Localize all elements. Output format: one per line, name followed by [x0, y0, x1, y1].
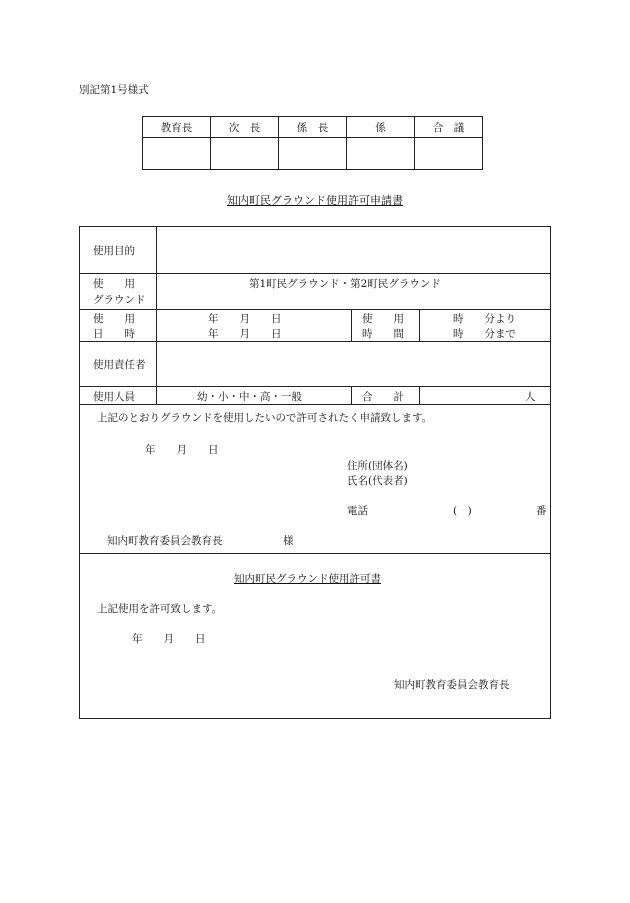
- ground-label-line1: 使 用: [93, 278, 135, 290]
- approval-header-section-chief: 係 長: [279, 117, 347, 138]
- honorific: 様: [283, 535, 294, 547]
- time-from-field[interactable]: 時 分より: [453, 313, 516, 325]
- address-label: 住所(団体名): [347, 460, 408, 472]
- approval-header-consultation: 合 議: [415, 117, 483, 138]
- time-label-line2: 時 間: [362, 328, 404, 340]
- approval-stamp-cell[interactable]: [143, 138, 211, 170]
- permit-statement: 上記使用を許可致します。: [97, 603, 223, 615]
- ground-options[interactable]: 第1町民グラウンド・第2町民グラウンド: [249, 278, 441, 290]
- date-label-line1: 使 用: [93, 313, 135, 325]
- ground-label-line2: グラウンド: [93, 294, 146, 306]
- column-divider: [351, 386, 352, 404]
- date-label-line2: 日 時: [93, 328, 135, 340]
- application-date[interactable]: 年 月 日: [145, 444, 219, 456]
- approval-stamp-cell[interactable]: [415, 138, 483, 170]
- purpose-label: 使用目的: [93, 245, 135, 257]
- approval-header-superintendent: 教育長: [143, 117, 211, 138]
- date-field-1[interactable]: 年 月 日: [208, 313, 282, 325]
- approval-header-staff: 係: [347, 117, 415, 138]
- people-label: 使用人員: [93, 391, 135, 403]
- permit-title: 知内町民グラウンド使用許可書: [234, 573, 381, 585]
- column-divider: [351, 309, 352, 341]
- row-divider: [80, 404, 550, 405]
- total-label: 合 計: [362, 391, 404, 403]
- approval-header-deputy: 次 長: [211, 117, 279, 138]
- responsible-label: 使用責任者: [93, 359, 146, 371]
- permit-date[interactable]: 年 月 日: [132, 633, 206, 645]
- approval-stamp-cell[interactable]: [211, 138, 279, 170]
- column-divider: [419, 309, 420, 341]
- time-label-line1: 使 用: [362, 313, 404, 325]
- phone-parentheses[interactable]: ( ): [453, 505, 472, 517]
- row-divider: [80, 309, 550, 310]
- approval-stamp-cell[interactable]: [279, 138, 347, 170]
- responsible-input[interactable]: [157, 342, 550, 386]
- application-statement: 上記のとおりグラウンドを使用したいので許可されたく申請致します。: [97, 412, 433, 424]
- row-divider: [80, 386, 550, 387]
- document-title: 知内町民グラウンド使用許可申請書: [227, 194, 403, 207]
- application-form-frame: [79, 226, 551, 719]
- section-divider: [80, 553, 550, 554]
- permit-issuer: 知内町教育委員会教育長: [394, 679, 510, 691]
- time-to-field[interactable]: 時 分まで: [453, 328, 516, 340]
- purpose-input[interactable]: [157, 228, 550, 273]
- approval-stamp-cell[interactable]: [347, 138, 415, 170]
- phone-label: 電話: [347, 505, 368, 517]
- phone-suffix: 番: [536, 505, 547, 517]
- people-category-options[interactable]: 幼・小・中・高・一般: [197, 391, 302, 403]
- total-unit: 人: [525, 391, 536, 403]
- column-divider: [419, 386, 420, 404]
- form-reference: 別記第1号様式: [79, 84, 149, 96]
- approval-stamp-table: [142, 116, 483, 170]
- name-label: 氏名(代表者): [347, 475, 408, 487]
- row-divider: [80, 273, 550, 274]
- addressee: 知内町教育委員会教育長: [107, 535, 223, 547]
- date-field-2[interactable]: 年 月 日: [208, 328, 282, 340]
